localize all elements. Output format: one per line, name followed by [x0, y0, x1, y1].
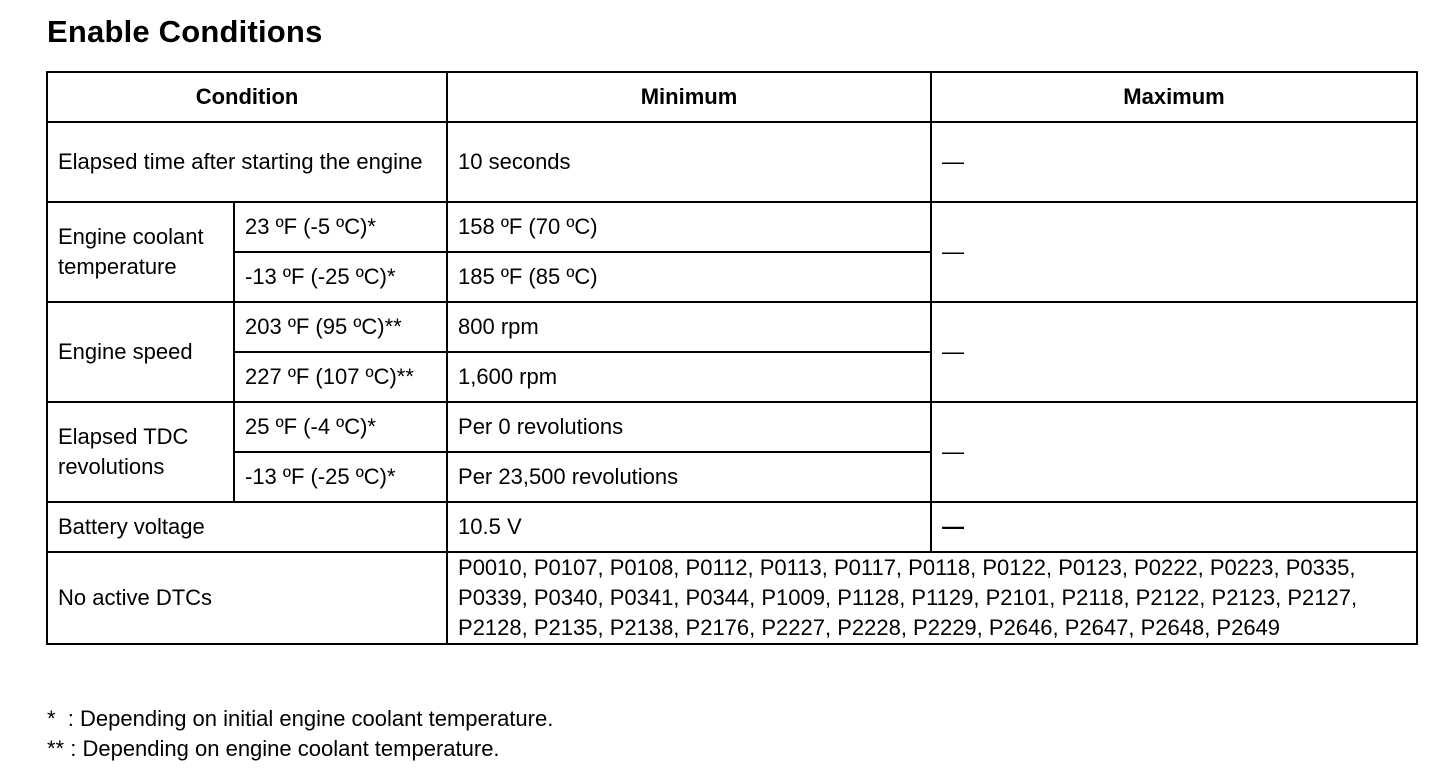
row-coolant-sub2-minimum: 185 ºF (85 ºC) — [447, 252, 931, 302]
row-tdc-maximum: — — [931, 402, 1417, 502]
table-row — [47, 502, 1417, 552]
row-dtc-list: P0010, P0107, P0108, P0112, P0113, P0117, P0118, P0122, P0123, P0222, P0223, P0335, P0339, P0340, P0341, P0344, P1009, P1128, P1129, P2101, P2118, P2122, P2123, P2127, P2128, P2135, P2138, P2176, P2227, P2228, P2229, P2646, P2647, P2648, P2649 — [447, 552, 1417, 644]
enable-conditions-table — [46, 71, 1418, 645]
table-row — [47, 302, 1417, 352]
row-tdc-sub1-minimum: Per 0 revolutions — [447, 402, 931, 452]
row-coolant-condition: Engine coolant temperature — [47, 202, 234, 302]
footnote-double-asterisk: ** : Depending on engine coolant temperature. — [47, 736, 500, 761]
row-battery-minimum: 10.5 V — [447, 502, 931, 552]
row-elapsed-time-condition: Elapsed time after starting the engine — [47, 122, 447, 202]
row-tdc-sub2-temp: -13 ºF (-25 ºC)* — [234, 452, 447, 502]
row-tdc-sub2-minimum: Per 23,500 revolutions — [447, 452, 931, 502]
page-title: Enable Conditions — [47, 14, 323, 49]
row-coolant-sub1-minimum: 158 ºF (70 ºC) — [447, 202, 931, 252]
row-tdc-condition: Elapsed TDC revolutions — [47, 402, 234, 502]
header-maximum: Maximum — [931, 72, 1417, 122]
header-minimum: Minimum — [447, 72, 931, 122]
table-row — [47, 202, 1417, 252]
row-elapsed-time-minimum: 10 seconds — [447, 122, 931, 202]
table-header-row — [47, 72, 1417, 122]
row-speed-sub1-minimum: 800 rpm — [447, 302, 931, 352]
table-row — [47, 122, 1417, 202]
row-battery-maximum: — — [931, 502, 1417, 552]
row-speed-sub2-minimum: 1,600 rpm — [447, 352, 931, 402]
footnote-single-asterisk: * : Depending on initial engine coolant temperature. — [47, 706, 554, 731]
row-coolant-maximum: — — [931, 202, 1417, 302]
row-tdc-sub1-temp: 25 ºF (-4 ºC)* — [234, 402, 447, 452]
row-speed-sub1-temp: 203 ºF (95 ºC)** — [234, 302, 447, 352]
row-speed-maximum: — — [931, 302, 1417, 402]
row-dtc-condition: No active DTCs — [47, 552, 447, 644]
row-elapsed-time-maximum: — — [931, 122, 1417, 202]
table-row — [47, 552, 1417, 644]
header-condition: Condition — [47, 72, 447, 122]
row-coolant-sub2-temp: -13 ºF (-25 ºC)* — [234, 252, 447, 302]
row-battery-condition: Battery voltage — [47, 502, 447, 552]
row-coolant-sub1-temp: 23 ºF (-5 ºC)* — [234, 202, 447, 252]
footnotes — [47, 704, 553, 764]
row-speed-condition: Engine speed — [47, 302, 234, 402]
table-row — [47, 402, 1417, 452]
row-speed-sub2-temp: 227 ºF (107 ºC)** — [234, 352, 447, 402]
